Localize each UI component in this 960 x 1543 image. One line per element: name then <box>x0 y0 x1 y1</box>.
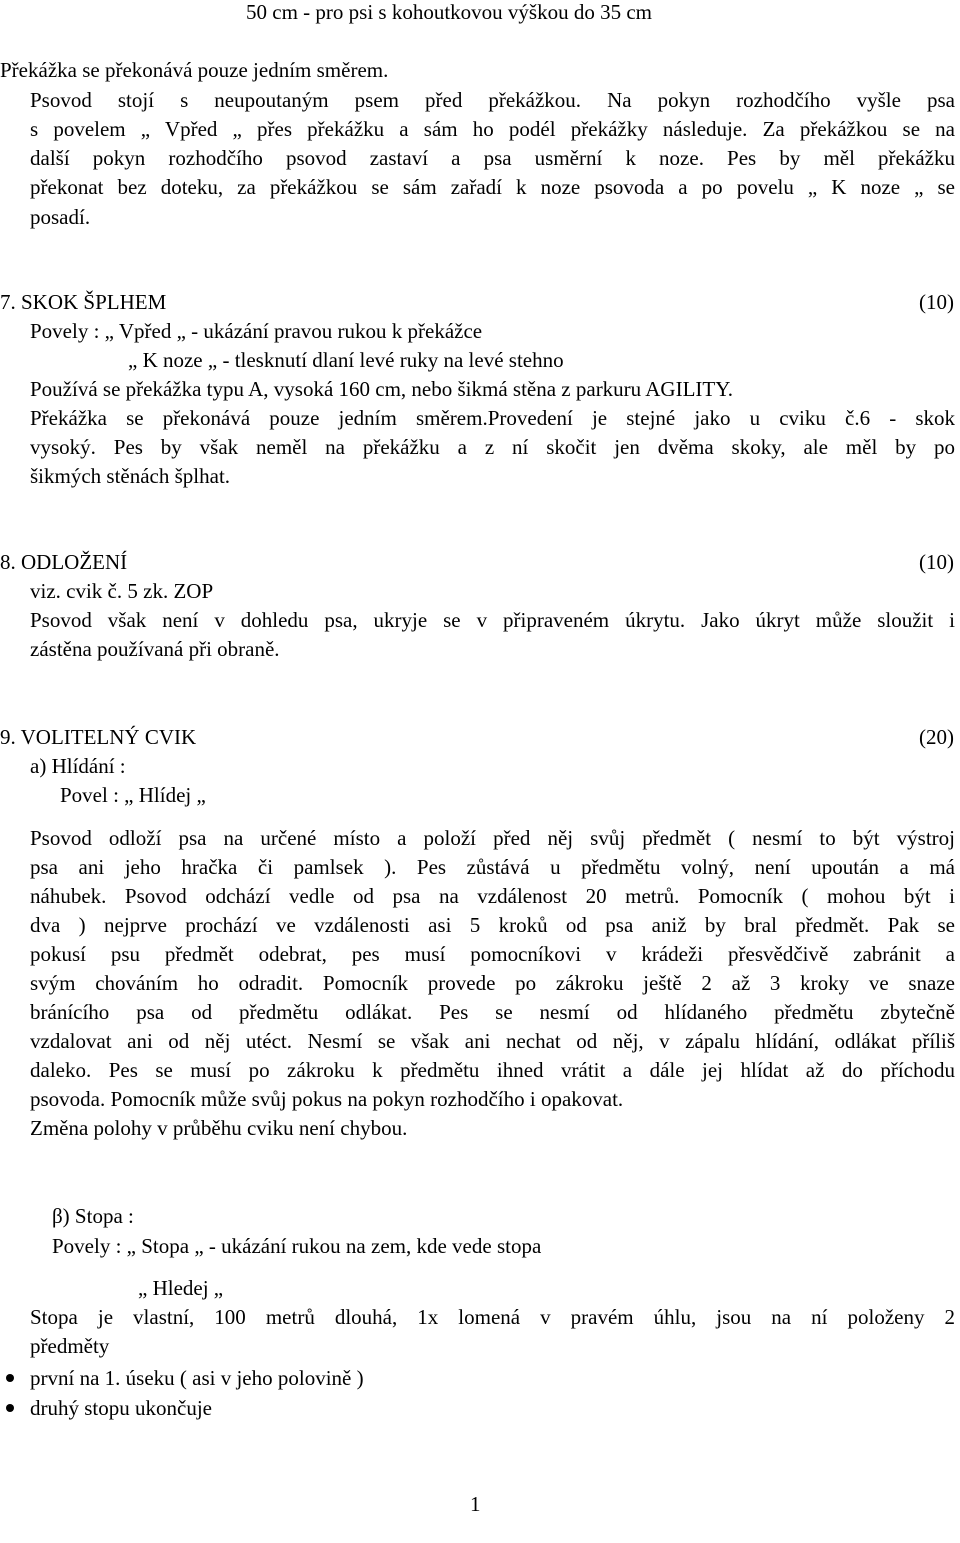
section-9-para-a-line-9: daleko. Pes se musí po zákroku k předmětu ihned vrátit a dále jej hlídat až do příchodu <box>30 1058 955 1082</box>
page-number: 1 <box>470 1492 481 1516</box>
bullet-icon <box>6 1404 14 1412</box>
section-7-line-3: Používá se překážka typu A, vysoká 160 cm, nebo šikmá stěna z parkuru AGILITY. <box>30 377 733 401</box>
section-8-line-1: viz. cvik č. 5 zk. ZOP <box>30 579 214 603</box>
section-9-para-a-line-8: vzdalovat ani od něj utéct. Nesmí se však ani nechat od něj, v zápalu hlídání, odlákat příliš <box>30 1029 955 1053</box>
section-7-line-1: Povely : „ Vpřed „ - ukázání pravou rukou k překážce <box>30 319 483 343</box>
section-7-line-2: „ K noze „ - tlesknutí dlaní levé ruky na levé stehno <box>128 348 564 372</box>
intro-line-6: posadí. <box>30 205 91 229</box>
bullet-item-1: první na 1. úseku ( asi v jeho polovině ) <box>30 1366 364 1390</box>
section-9-sub-a-command: Povel : „ Hlídej „ <box>60 783 206 807</box>
section-7-line-5: vysoký. Pes by však neměl na překážku a z ní skočit jen dvěma skoky, ale měl by po <box>30 435 955 459</box>
section-9-para-a-line-7: bránícího psa od předmětu odlákat. Pes se nesmí od hlídaného předmětu zbytečně <box>30 1000 955 1024</box>
section-7-points: (10) <box>919 290 954 314</box>
section-9-para-a-line-4: dva ) nejprve prochází ve vzdálenosti asi 5 kroků od psa aniž by bral předmět. Pak se <box>30 913 955 937</box>
section-8-points: (10) <box>919 550 954 574</box>
section-9-para-a-line-10: psovoda. Pomocník může svůj pokus na pokyn rozhodčího i opakovat. <box>30 1087 624 1111</box>
section-9-sub-b-command-2: „ Hledej „ <box>138 1276 224 1300</box>
intro-line-3: s povelem „ Vpřed „ přes překážku a sám ho podél překážky následuje. Za překážkou se na <box>30 117 955 141</box>
section-9-para-b-line-1: Stopa je vlastní, 100 metrů dlouhá, 1x lomená v pravém úhlu, jsou na ní položeny 2 <box>30 1305 955 1329</box>
section-7-line-6: šikmých stěnách šplhat. <box>30 464 231 488</box>
section-8-title: 8. ODLOŽENÍ <box>0 550 128 574</box>
section-9-sub-b: β) Stopa : <box>52 1204 134 1228</box>
section-9-sub-a: a) Hlídání : <box>30 754 126 778</box>
intro-line-5: překonat bez doteku, za překážkou se sám zařadí k noze psovoda a po povelu „ K noze „ se <box>30 175 955 199</box>
intro-line-4: další pokyn rozhodčího psovod zastaví a psa usměrní k noze. Pes by měl překážku <box>30 146 955 170</box>
section-9-sub-b-commands: Povely : „ Stopa „ - ukázání rukou na zem, kde vede stopa <box>52 1234 542 1258</box>
section-9-para-a-line-3: náhubek. Psovod odchází vedle od psa na vzdálenost 20 metrů. Pomocník ( mohou být i <box>30 884 955 908</box>
section-7-title: 7. SKOK ŠPLHEM <box>0 290 167 314</box>
header-line: 50 cm - pro psi s kohoutkovou výškou do 35 cm <box>246 0 652 24</box>
section-9-para-b-line-2: předměty <box>30 1334 110 1358</box>
section-9-para-a-line-1: Psovod odloží psa na určené místo a položí před něj svůj předmět ( nesmí to být výstroj <box>30 826 955 850</box>
section-9-para-a-line-6: svým chováním ho odradit. Pomocník provede po zákroku ještě 2 až 3 kroky ve snaze <box>30 971 955 995</box>
bullet-item-2: druhý stopu ukončuje <box>30 1396 212 1420</box>
bullet-icon <box>6 1374 14 1382</box>
section-9-points: (20) <box>919 725 954 749</box>
intro-line-2: Psovod stojí s neupoutaným psem před překážkou. Na pokyn rozhodčího vyšle psa <box>30 88 955 112</box>
section-7-line-4: Překážka se překonává pouze jedním směrem.Provedení je stejné jako u cviku č.6 - skok <box>30 406 955 430</box>
section-9-title: 9. VOLITELNÝ CVIK <box>0 725 197 749</box>
section-8-line-3: zástěna používaná při obraně. <box>30 637 280 661</box>
section-8-line-2: Psovod však není v dohledu psa, ukryje se v připraveném úkrytu. Jako úkryt může sloužit i <box>30 608 955 632</box>
section-9-para-a-line-5: pokusí psu předmět odebrat, pes musí pomocníkovi v krádeži přesvědčivě zabránit a <box>30 942 955 966</box>
section-9-para-a-line-11: Změna polohy v průběhu cviku není chybou. <box>30 1116 408 1140</box>
section-9-para-a-line-2: psa ani jeho hračka či pamlsek ). Pes zůstává u předmětu volný, není upoután a má <box>30 855 955 879</box>
intro-line-1: Překážka se překonává pouze jedním směrem. <box>0 58 389 82</box>
